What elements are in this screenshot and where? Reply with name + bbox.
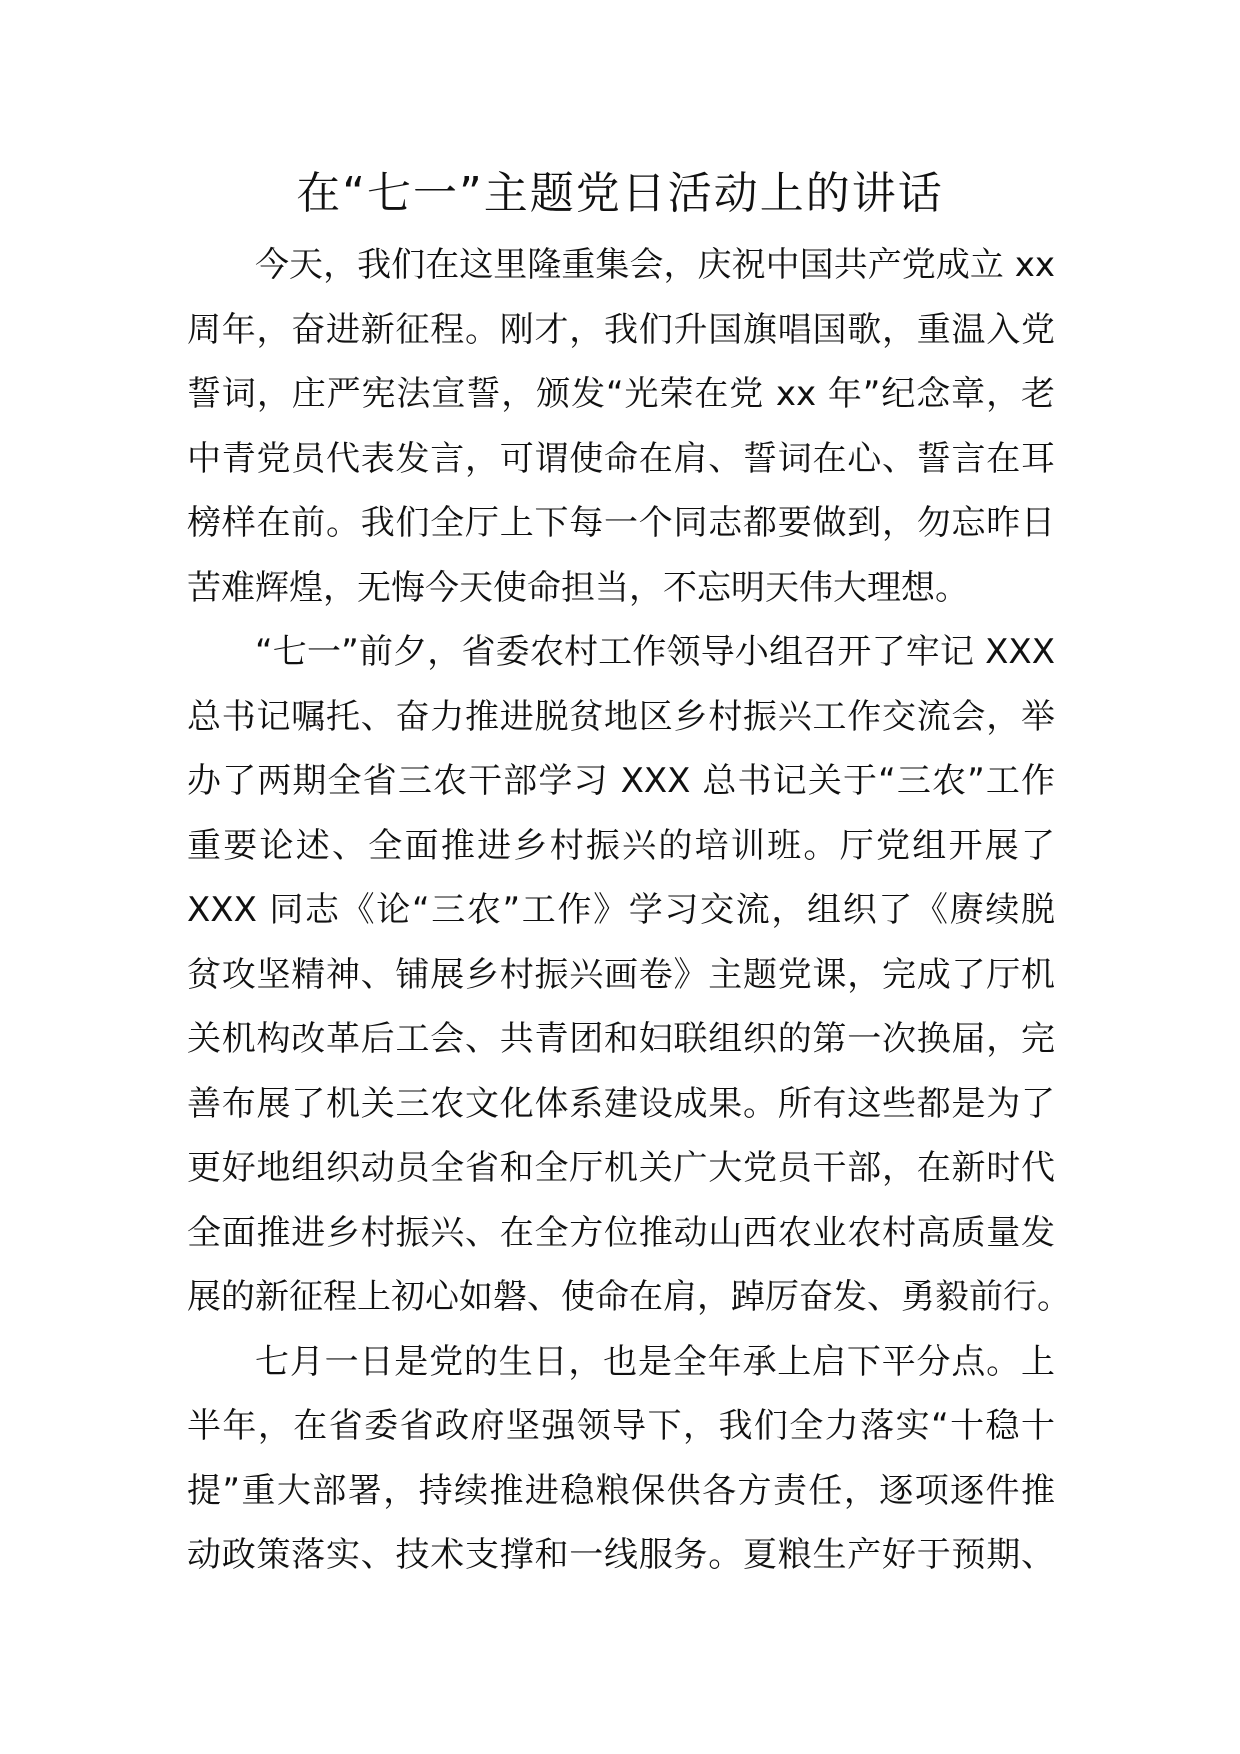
paragraph-1 [187,233,1055,620]
text-line: 半年，在省委省政府坚强领导下，我们全力落实“十稳十 [187,1406,1055,1446]
text-line: 誓词，庄严宪法宣誓，颁发“光荣在党 xx 年”纪念章，老 [187,374,1055,414]
text-line: 重要论述、全面推进乡村振兴的培训班。厅党组开展了 [187,825,1055,866]
text-line: 中青党员代表发言，可谓使命在肩、誓词在心、誓言在耳 [187,438,1055,479]
text-line: 周年，奋进新征程。刚才，我们升国旗唱国歌，重温入党 [187,309,1055,350]
paragraph-2 [187,620,1071,1330]
page-title: 在“七一”主题党日活动上的讲话 [296,168,944,219]
text-line: XXX 同志《论“三农”工作》学习交流，组织了《赓续脱 [187,890,1055,930]
text-line: 关机构改革后工会、共青团和妇联组织的第一次换届，完 [187,1019,1055,1059]
text-line: 七月一日是党的生日，也是全年承上启下平分点。上 [255,1341,1055,1382]
text-line: “七一”前夕，省委农村工作领导小组召开了牢记 XXX [255,632,1055,672]
text-line: 总书记嘱托、奋力推进脱贫地区乡村振兴工作交流会，举 [187,696,1055,737]
paragraph-3 [187,1330,1055,1588]
text-line: 办了两期全省三农干部学习 XXX 总书记关于“三农”工作 [187,761,1055,801]
text-line: 动政策落实、技术支撑和一线服务。夏粮生产好于预期、 [187,1535,1055,1575]
document-body [187,233,1071,1588]
text-line: 苦难辉煌，无悔今天使命担当，不忘明天伟大理想。 [187,567,969,608]
text-line: 榜样在前。我们全厅上下每一个同志都要做到，勿忘昨日 [187,503,1055,543]
text-line: 贫攻坚精神、铺展乡村振兴画卷》主题党课，完成了厅机 [187,954,1055,995]
text-line: 善布展了机关三农文化体系建设成果。所有这些都是为了 [187,1083,1055,1124]
text-line: 展的新征程上初心如磐、使命在肩，踔厉奋发、勇毅前行。 [187,1277,1071,1317]
text-line: 更好地组织动员全省和全厅机关广大党员干部，在新时代 [187,1148,1055,1188]
text-line: 今天，我们在这里隆重集会，庆祝中国共产党成立 xx [255,245,1055,285]
text-line: 全面推进乡村振兴、在全方位推动山西农业农村高质量发 [187,1212,1055,1253]
text-line: 提”重大部署，持续推进稳粮保供各方责任，逐项逐件推 [187,1470,1055,1511]
